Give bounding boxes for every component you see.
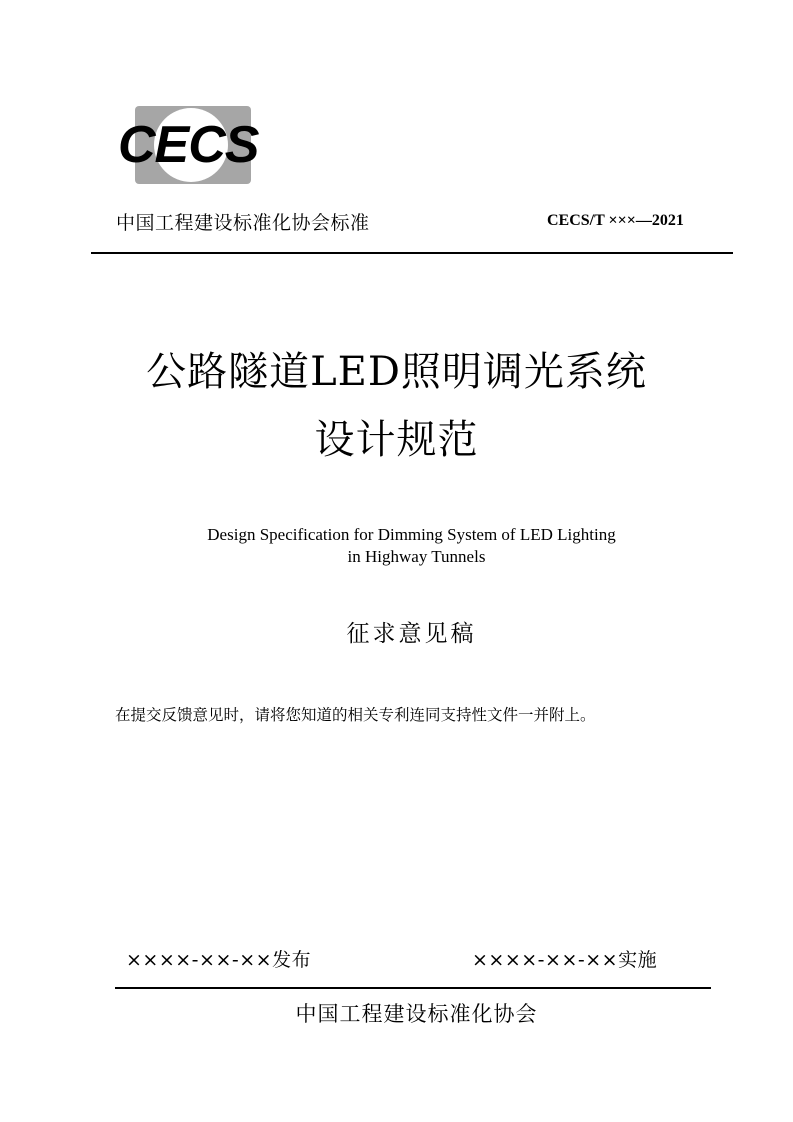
patent-notice: 在提交反馈意见时，请将您知道的相关专利连同支持性文件一并附上。 [115, 706, 596, 724]
publisher: 中国工程建设标准化协会 [295, 1002, 538, 1026]
logo-text: CECS [118, 116, 259, 174]
header-divider [91, 252, 733, 254]
issue-date: ××××-××-××发布 [126, 949, 312, 971]
standard-type: 中国工程建设标准化协会标准 [116, 212, 370, 234]
footer-divider [115, 987, 711, 989]
implement-date: ××××-××-××实施 [472, 949, 658, 971]
standard-number: CECS/T ×××—2021 [547, 212, 684, 229]
english-title-line2: in Highway Tunnels [347, 547, 486, 566]
cecs-logo [108, 104, 259, 184]
document-title-line1: 公路隧道LED照明调光系统 [146, 349, 647, 395]
draft-label: 征求意见稿 [346, 621, 477, 647]
document-title-line2: 设计规范 [314, 417, 479, 463]
english-title-line1: Design Specification for Dimming System of LED Lighting [207, 525, 616, 544]
